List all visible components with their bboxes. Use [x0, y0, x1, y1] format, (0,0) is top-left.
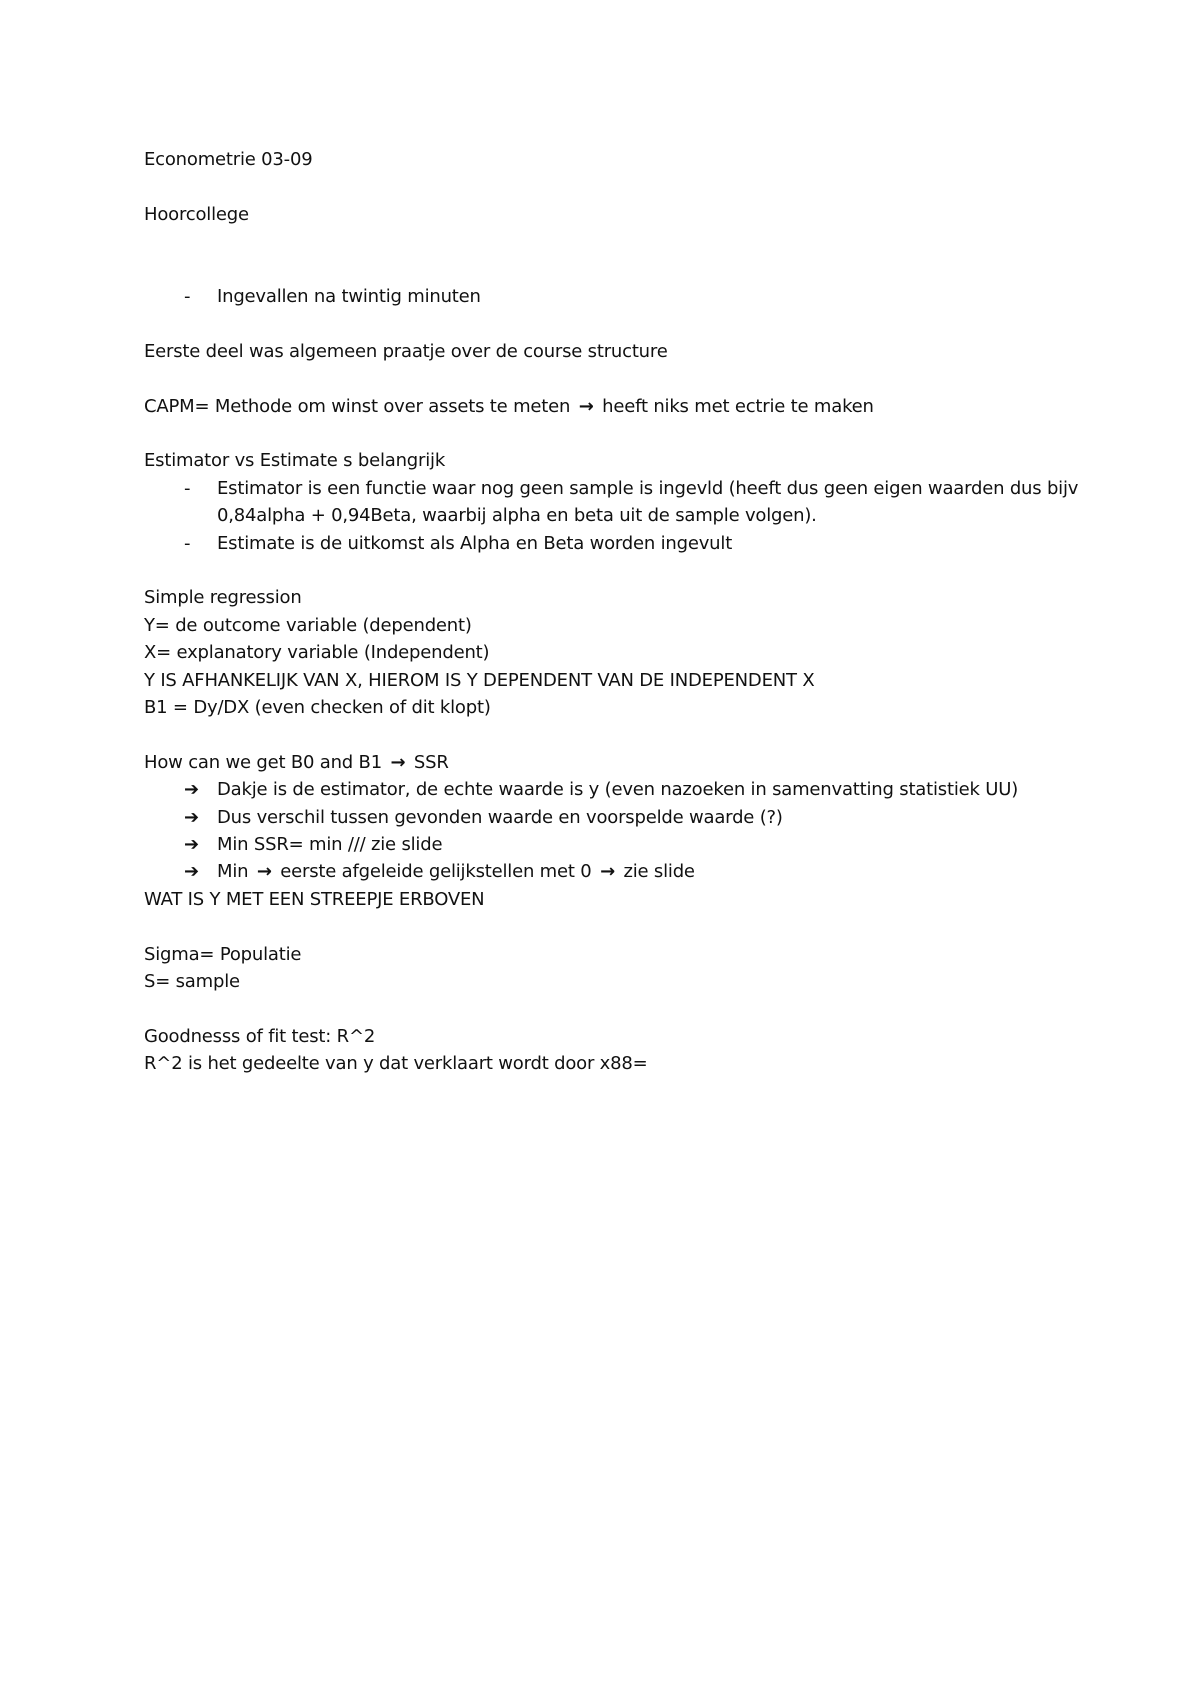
bullet-item-intro [144, 283, 1084, 310]
regression-line: Y IS AFHANKELIJK VAN X, HIEROM IS Y DEPENDENT VAN DE INDEPENDENT X [144, 669, 815, 691]
paragraph-first-part: Eerste deel was algemeen praatje over de course structure [144, 340, 668, 362]
capm-right-text: heeft niks met ectrie te maken [602, 395, 874, 417]
caps-line: WAT IS Y MET EEN STREEPJE ERBOVEN [144, 888, 485, 910]
dash-marker: - [184, 532, 191, 554]
dash-marker: - [184, 477, 191, 499]
spacer [144, 310, 1084, 337]
dash-marker: - [184, 286, 191, 307]
sigma-line: Sigma= Populatie [144, 943, 302, 965]
how-right-text: SSR [413, 751, 449, 773]
r2-line: R^2 is het gedeelte van y dat verklaart wordt door x88= [144, 1053, 648, 1075]
regression-heading: Simple regression [144, 587, 302, 609]
arrow-item-min [144, 858, 1084, 885]
arrow-right-icon: → [390, 751, 406, 773]
arrow-item [144, 831, 1084, 858]
arrow-item-text: Dus verschil tussen gevonden waarde en voorspelde waarde (?) [217, 806, 783, 828]
regression-line: Y= de outcome variable (dependent) [144, 614, 472, 636]
paragraph-capm [144, 393, 1084, 420]
arrow-item [144, 776, 1084, 803]
arrow-right-icon: → [600, 861, 615, 883]
goodness-heading: Goodnesss of fit test: R^2 [144, 1025, 376, 1047]
spacer [144, 228, 1084, 283]
arrow-right-icon: → [578, 395, 594, 417]
estimator-heading: Estimator vs Estimate s belangrijk [144, 450, 446, 472]
regression-line: B1 = Dy/DX (even checken of dit klopt) [144, 697, 491, 719]
min-right-text: zie slide [623, 861, 695, 883]
spacer [144, 995, 1084, 1022]
arrow-item-text: Dakje is de estimator, de echte waarde is y (even nazoeken in samenvatting statistiek UU) [217, 779, 1019, 801]
min-mid-text: eerste afgeleide gelijkstellen met 0 [280, 861, 592, 883]
spacer [144, 913, 1084, 940]
document-subtitle: Hoorcollege [144, 203, 249, 225]
arrow-item [144, 804, 1084, 831]
min-left-text: Min [217, 861, 249, 883]
spacer [144, 420, 1084, 447]
how-left-text: How can we get B0 and B1 [144, 751, 382, 773]
bullet-item-estimate [144, 530, 1084, 557]
arrow-right-icon: → [256, 861, 272, 883]
bullet-text: Estimate is de uitkomst als Alpha en Beta worden ingevult [217, 532, 733, 554]
capm-left-text: CAPM= Methode om winst over assets te meten [144, 395, 571, 417]
bold-arrow-icon: ➔ [184, 779, 199, 801]
bullet-text: Ingevallen na twintig minuten [217, 286, 481, 307]
spacer [144, 557, 1084, 584]
spacer [144, 365, 1084, 392]
document-content [144, 146, 1084, 1078]
regression-line: X= explanatory variable (Independent) [144, 642, 490, 664]
bullet-text: Estimator is een functie waar nog geen sample is ingevld (heeft dus geen eigen waarden dus bijv 0,84alpha + 0,94Beta, waarbij alpha en beta uit de sample volgen). [217, 477, 1079, 527]
document-title: Econometrie 03-09 [144, 149, 313, 170]
bullet-item-estimator [144, 475, 1097, 530]
arrow-item-text: Min SSR= min /// zie slide [217, 834, 443, 856]
bold-arrow-icon: ➔ [184, 806, 199, 828]
bold-arrow-icon: ➔ [184, 861, 199, 883]
how-heading [144, 749, 1084, 776]
spacer [144, 721, 1084, 748]
spacer [144, 173, 1084, 200]
sample-line: S= sample [144, 971, 240, 993]
bold-arrow-icon: ➔ [184, 834, 199, 856]
